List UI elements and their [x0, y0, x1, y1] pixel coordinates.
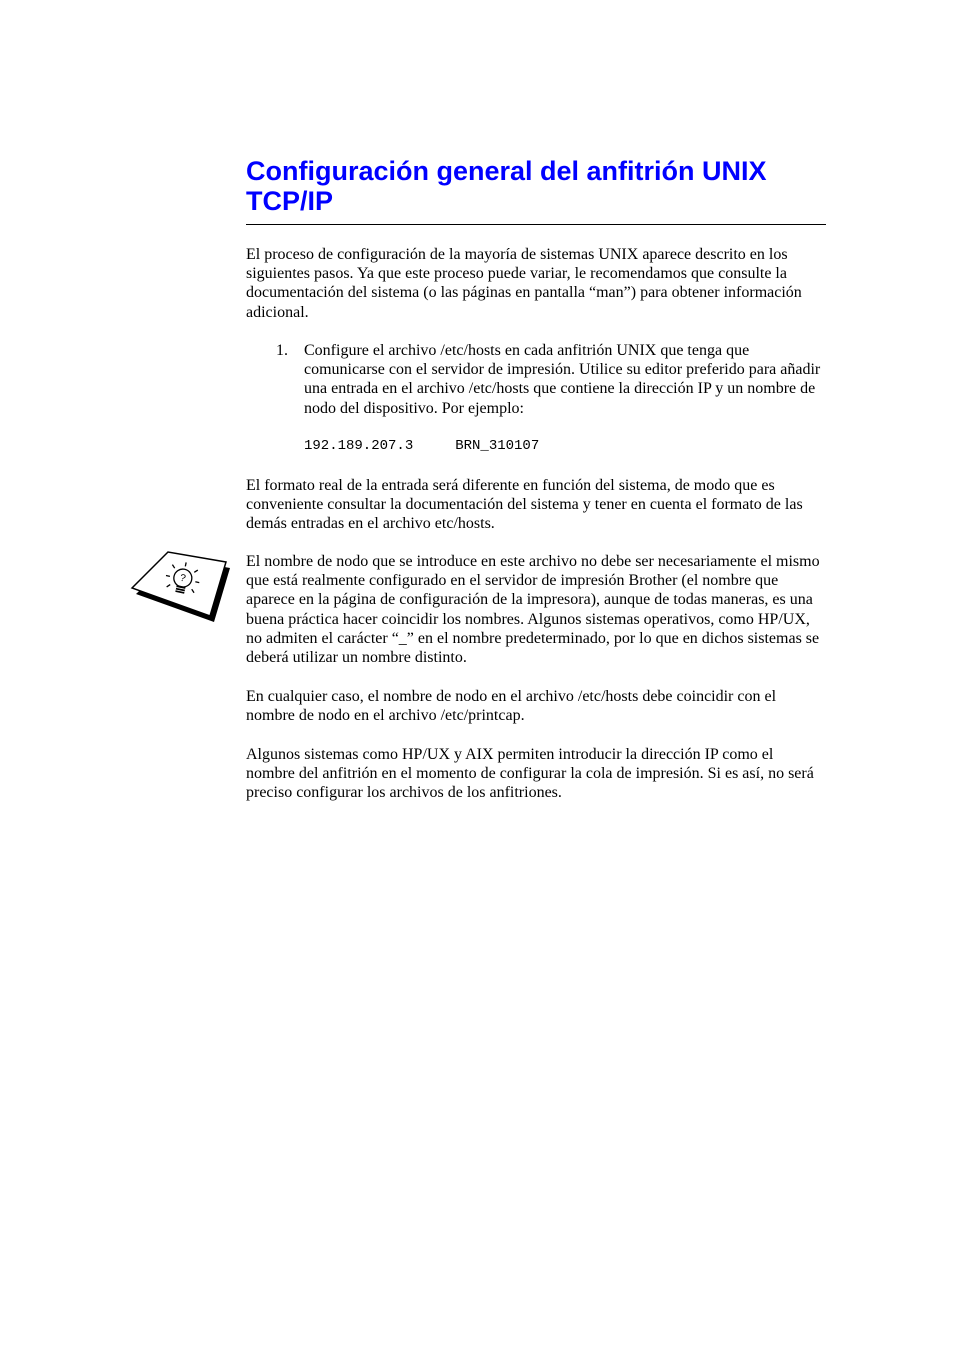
format-paragraph: El formato real de la entrada será diferente en función del sistema, de modo que es conveniente consultar la documentación del sistema y tener en cuenta el formato de las demás entradas en el archivo etc/hosts. [246, 477, 803, 533]
note-paragraph: El nombre de nodo que se introduce en este archivo no debe ser necesariamente el mismo que está realmente configurado en el servidor de impresión Brother (el nombre que aparece en la página de configuración de la impresora), aunque de todas maneras, es una buena práctica hacer coincidir los nombres. Algunos sistemas operativos, como HP/UX, no admiten el carácter “_” en el nombre predeterminado, por lo que en dichos sistemas se deberá utilizar un nombre distinto. [246, 553, 820, 667]
example-ip: 192.189.207.3 [304, 438, 414, 454]
match-paragraph: En cualquier caso, el nombre de nodo en el archivo /etc/hosts debe coincidir con el nombre de nodo en el archivo /etc/printcap. [246, 688, 777, 725]
page-title: Configuración general del anfitrión UNIX TCP/IP [246, 156, 767, 216]
closing-paragraph: Algunos sistemas como HP/UX y AIX permiten introducir la dirección IP como el nombre del anfitrión en el momento de configurar la cola de impresión. Si es así, no será preciso configurar los archivos de los anfitriones. [246, 746, 814, 802]
title-divider [246, 224, 826, 225]
intro-paragraph: El proceso de configuración de la mayoría de sistemas UNIX aparece descrito en los siguientes pasos. Ya que este proceso puede variar, le recomendamos que consulte la documentación del sistema (o las páginas en pantalla “man”) para obtener información adicional. [246, 246, 802, 321]
hosts-example [304, 437, 539, 456]
example-node: BRN_310107 [455, 438, 540, 454]
step-number: 1. [276, 342, 288, 359]
lightbulb-note-icon [128, 544, 234, 626]
svg-text:?: ? [178, 572, 187, 585]
step-text: Configure el archivo /etc/hosts en cada anfitrión UNIX que tenga que comunicarse con el servidor de impresión. Utilice su editor preferido para añadir una entrada en el archivo /etc/hosts que contiene la dirección IP y un nombre de nodo del dispositivo. Por ejemplo: [304, 342, 821, 417]
